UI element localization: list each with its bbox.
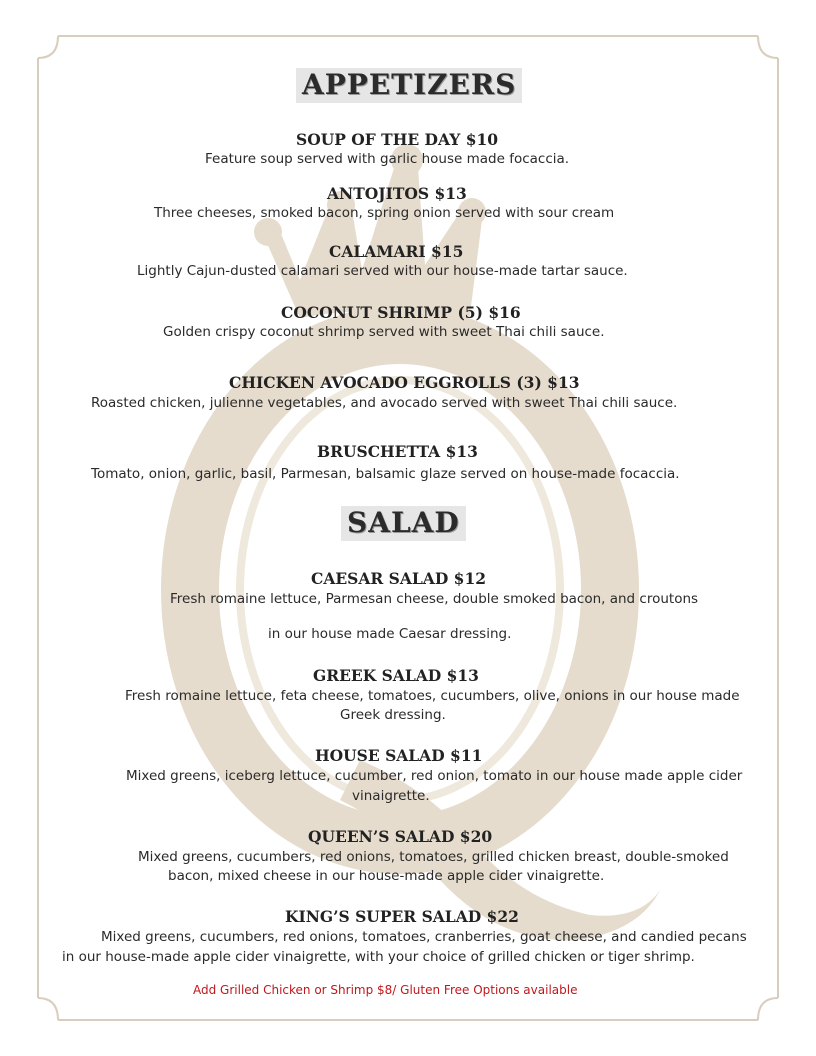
menu-item-description: bacon, mixed cheese in our house-made apple cider vinaigrette. bbox=[168, 868, 605, 884]
menu-item-description: Lightly Cajun-dusted calamari served with our house-made tartar sauce. bbox=[137, 263, 628, 279]
menu-item-name: KING’S SUPER SALAD $22 bbox=[285, 907, 519, 926]
add-on-note: Add Grilled Chicken or Shrimp $8/ Gluten Free Options available bbox=[193, 983, 578, 997]
menu-item-description: Fresh romaine lettuce, Parmesan cheese, double smoked bacon, and croutons bbox=[170, 591, 699, 607]
menu-item-description: Three cheeses, smoked bacon, spring onion served with sour cream bbox=[154, 205, 615, 221]
menu-item-description: Mixed greens, iceberg lettuce, cucumber, red onion, tomato in our house made apple cider bbox=[126, 768, 743, 784]
menu-item-name: ANTOJITOS $13 bbox=[327, 184, 467, 203]
appetizers-heading: APPETIZERS bbox=[296, 68, 522, 103]
menu-item-name: SOUP OF THE DAY $10 bbox=[296, 130, 499, 149]
menu-item-name: BRUSCHETTA $13 bbox=[317, 442, 478, 461]
menu-item-description: vinaigrette. bbox=[352, 788, 430, 804]
menu-item-description: Roasted chicken, julienne vegetables, and avocado served with sweet Thai chili sauce. bbox=[91, 395, 678, 411]
menu-item-name: CHICKEN AVOCADO EGGROLLS (3) $13 bbox=[229, 373, 580, 392]
menu-item-name: HOUSE SALAD $11 bbox=[315, 746, 483, 765]
menu-item-description: in our house made Caesar dressing. bbox=[268, 626, 512, 642]
menu-item-description: Tomato, onion, garlic, basil, Parmesan, balsamic glaze served on house-made focaccia. bbox=[91, 466, 680, 482]
menu-item-name: GREEK SALAD $13 bbox=[313, 666, 479, 685]
menu-item-description: in our house-made apple cider vinaigrette, with your choice of grilled chicken or tiger shrimp. bbox=[62, 949, 695, 965]
menu-item-description: Fresh romaine lettuce, feta cheese, tomatoes, cucumbers, olive, onions in our house made bbox=[125, 688, 740, 704]
menu-item-name: COCONUT SHRIMP (5) $16 bbox=[281, 303, 521, 322]
menu-item-name: CAESAR SALAD $12 bbox=[311, 569, 487, 588]
salad-heading: SALAD bbox=[341, 506, 466, 541]
menu-item-description: Mixed greens, cucumbers, red onions, tomatoes, cranberries, goat cheese, and candied pecans bbox=[101, 929, 747, 945]
menu-item-description: Mixed greens, cucumbers, red onions, tomatoes, grilled chicken breast, double-smoked bbox=[138, 849, 729, 865]
menu-item-description: Greek dressing. bbox=[340, 707, 446, 723]
menu-item-name: QUEEN’S SALAD $20 bbox=[308, 827, 493, 846]
menu-item-name: CALAMARI $15 bbox=[329, 242, 464, 261]
menu-item-description: Golden crispy coconut shrimp served with sweet Thai chili sauce. bbox=[163, 324, 605, 340]
menu-item-description: Feature soup served with garlic house made focaccia. bbox=[205, 151, 570, 167]
